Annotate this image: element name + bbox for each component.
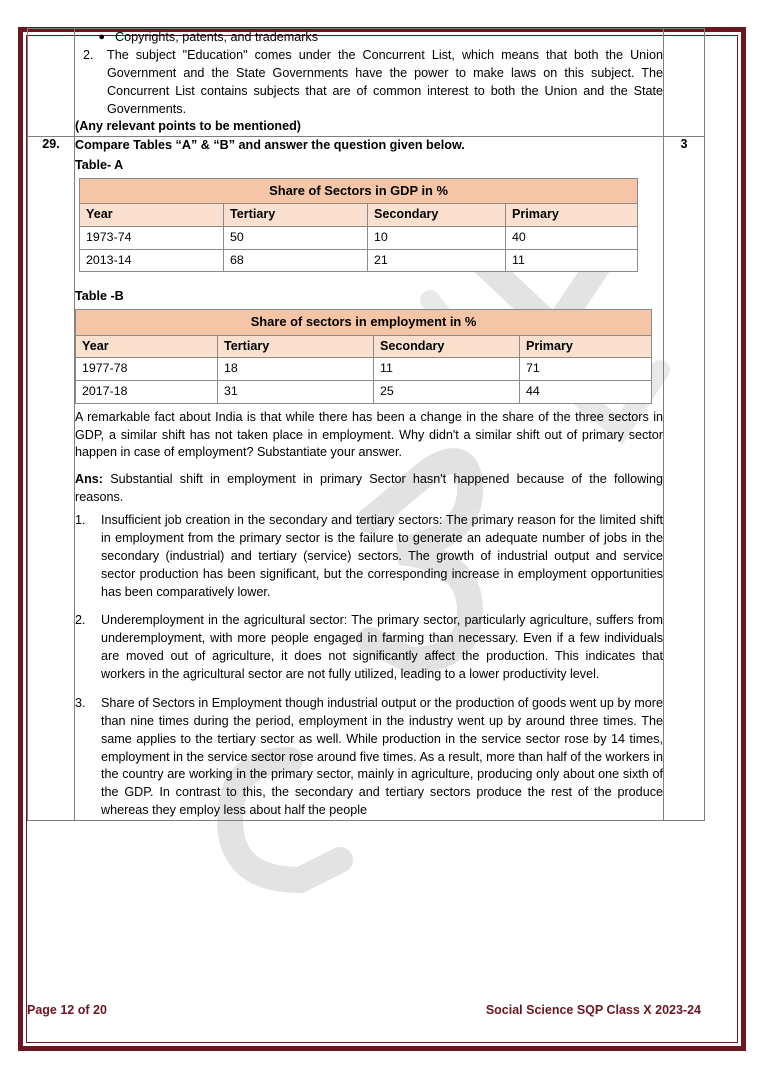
table-row (76, 381, 652, 404)
list-item (75, 512, 663, 601)
table-b-col-tertiary: Tertiary (218, 335, 374, 358)
table-b-cell-tertiary: 31 (218, 381, 374, 404)
question-number-cell (28, 29, 75, 137)
table-a-title-row (80, 179, 638, 204)
page-footer (27, 1003, 701, 1017)
table-row (76, 358, 652, 381)
bullet-list (75, 29, 663, 47)
table-row (28, 137, 705, 821)
table-a-title: Share of Sectors in GDP in % (80, 179, 638, 204)
table-b-cell-tertiary: 18 (218, 358, 374, 381)
table-b-cell-year: 2017-18 (76, 381, 218, 404)
table-a-label: Table- A (75, 158, 124, 173)
table-a-cell-tertiary: 68 (224, 249, 368, 272)
table-b-cell-year: 1977-78 (76, 358, 218, 381)
list-item-number: 1. (75, 513, 86, 528)
table-b-cell-secondary: 11 (374, 358, 520, 381)
bullet-item-text: Copyrights, patents, and trademarks (115, 30, 319, 44)
bullet-point-icon: ● (98, 31, 105, 43)
table-b-header-row (76, 335, 652, 358)
numbered-list (75, 47, 663, 119)
table-b-title: Share of sectors in employment in % (76, 310, 652, 335)
table-b-cell-primary: 44 (520, 381, 652, 404)
list-item-text: Underemployment in the agricultural sector: The primary sector, particularly agriculture, suffers from underemployment, with more people engaged in farming than necessary. Even if a few individuals are moved out of agriculture, it does not significantly affect the production. This indicates that workers in the agricultural sector are not fully utilized, leading to a lower productivity level. (101, 613, 663, 682)
table-a-col-tertiary: Tertiary (224, 204, 368, 227)
list-item-number: 2. (83, 47, 94, 62)
list-item (75, 612, 663, 684)
question-29-body (75, 137, 664, 821)
table-b-cell-secondary: 25 (374, 381, 520, 404)
table-a-cell-secondary: 21 (368, 249, 506, 272)
table-row (28, 29, 705, 137)
list-item-text: Insufficient job creation in the secondary and tertiary sectors: The primary reason for the limited shift in employment from the primary sector is the failure to generate an adequate number of jobs in the secondary (industrial) and tertiary (service) sectors. The growth of industrial output and service sector production has been significant, but the corresponding increase in employment opportunities has been comparatively lower. (101, 513, 663, 599)
answer-label: Ans: (75, 472, 103, 487)
table-a (79, 178, 638, 272)
table-a-header-row (80, 204, 638, 227)
marks-cell (664, 29, 705, 137)
table-b-col-year: Year (76, 335, 218, 358)
answer-reason-list (75, 512, 663, 820)
list-item-number: 2. (75, 613, 86, 628)
table-b-cell-primary: 71 (520, 358, 652, 381)
question-29-prompt: A remarkable fact about India is that while there has been a change in the share of the three sectors in GDP, a similar shift has not taken place in employment. Why didn't a similar shift out of primary sector happen in case of employment? Substantiate your answer. (75, 409, 663, 460)
table-a-cell-primary: 11 (506, 249, 638, 272)
table-b-col-secondary: Secondary (374, 335, 520, 358)
answer-intro-text: Substantial shift in employment in primary Sector hasn't happened because of the following reasons. (75, 472, 663, 505)
table-a-col-year: Year (80, 204, 224, 227)
any-relevant-points-note: (Any relevant points to be mentioned) (75, 119, 302, 134)
list-item-text: The subject "Education" comes under the Concurrent List, which means that both the Union Government and the State Governments have the power to make laws on this subject. The Concurrent List contains subjects that are of common interest to both the Union and the State Governments. (107, 47, 663, 116)
table-row (80, 249, 638, 272)
table-a-col-secondary: Secondary (368, 204, 506, 227)
table-b (75, 309, 652, 403)
list-item (75, 695, 663, 820)
list-item (75, 29, 663, 47)
spacer (75, 462, 663, 471)
table-a-col-primary: Primary (506, 204, 638, 227)
answer-intro-paragraph (75, 471, 663, 507)
list-item (75, 47, 663, 119)
footer-page-number: Page 12 of 20 (27, 1003, 107, 1017)
table-b-title-row (76, 310, 652, 335)
continued-answer-cell (75, 29, 664, 137)
table-a-cell-year: 1973-74 (80, 227, 224, 250)
question-number-29: 29. (28, 137, 75, 821)
table-row (80, 227, 638, 250)
question-table (27, 28, 705, 821)
marks-cell-29: 3 (664, 137, 705, 821)
spacer (75, 272, 663, 286)
answer-sheet (27, 28, 701, 821)
question-29-heading: Compare Tables “A” & “B” and answer the question given below. (75, 138, 465, 153)
footer-document-title: Social Science SQP Class X 2023-24 (485, 1003, 701, 1017)
list-item-text: Share of Sectors in Employment though industrial output or the production of goods went up by more than nine times during the period, employment in the industry went up by around three times. The same applies to the tertiary sector as well. While production in the service sector rose by 14 times, employment in the service sector rose around five times. As a result, more than half of the workers in the country are working in the primary sector, mainly in agriculture, producing only about one sixth of the GDP. In contrast to this, the secondary and tertiary sectors produce the rest of the produce whereas they employ less about half the people (101, 695, 663, 818)
table-a-cell-year: 2013-14 (80, 249, 224, 272)
table-a-cell-secondary: 10 (368, 227, 506, 250)
list-item-number: 3. (75, 695, 86, 710)
table-b-col-primary: Primary (520, 335, 652, 358)
table-a-cell-primary: 40 (506, 227, 638, 250)
table-a-cell-tertiary: 50 (224, 227, 368, 250)
table-b-label: Table -B (75, 289, 124, 304)
